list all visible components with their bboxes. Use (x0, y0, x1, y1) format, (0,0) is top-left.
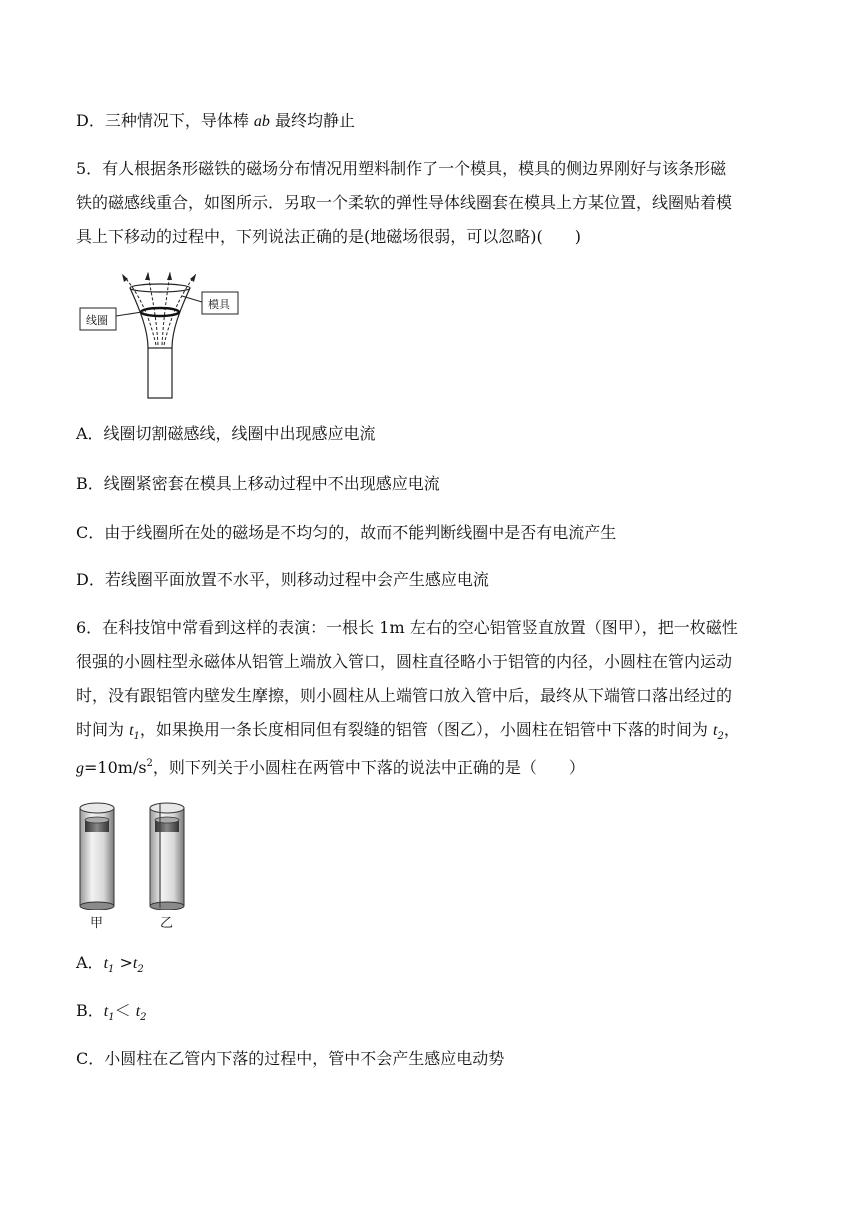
sub-1: 1 (133, 731, 140, 742)
text: > (114, 953, 133, 972)
text: A． (76, 953, 104, 972)
text: ， (723, 720, 740, 739)
text: =10m/s (84, 758, 147, 777)
sub-2: 2 (717, 731, 724, 742)
q4-option-d-prefix: D．三种情况下，导体棒 (76, 111, 254, 130)
q6-option-a (76, 952, 144, 981)
q4-option-d (76, 110, 355, 133)
label-mold: 模具 (208, 298, 230, 311)
q6-figure-tubes (76, 800, 196, 930)
var-t2: t (713, 722, 718, 739)
var-t1: t (129, 722, 134, 739)
q5-option-d: D．若线圈平面放置不水平，则移动过程中会产生感应电流 (76, 570, 489, 589)
sub-1: 1 (108, 1012, 115, 1023)
q6-stem-line-1: 6．在科技馆中常看到这样的表演：一根长 1m 左右的空心铝管竖直放置（图甲），把一枚磁性 (76, 618, 738, 637)
var-t2: t (135, 1003, 141, 1020)
q5-figure-mold (78, 270, 248, 400)
q5-option-a: A．线圈切割磁感线，线圈中出现感应电流 (76, 424, 376, 443)
var-t1: t (103, 1003, 109, 1020)
q4-option-d-suffix: 最终均静止 (269, 111, 356, 130)
text: B． (76, 1001, 104, 1020)
sup-2: 2 (146, 758, 153, 769)
q6-option-c: C．小圆柱在乙管内下落的过程中，管中不会产生感应电动势 (76, 1049, 505, 1068)
var-t1: t (103, 955, 109, 972)
q5-stem-line-1: 5．有人根据条形磁铁的磁场分布情况用塑料制作了一个模具，模具的侧边界刚好与该条形磁 (76, 159, 727, 178)
text: ，则下列关于小圆柱在两管中下落的说法中正确的是（ ） (152, 758, 585, 777)
sub-2: 2 (140, 1012, 147, 1023)
q6-stem-line-2: 很强的小圆柱型永磁体从铝管上端放入管口，圆柱直径略小于铝管的内径，小圆柱在管内运动 (76, 652, 733, 671)
q6-stem-line-3: 时，没有跟铝管内壁发生摩擦，则小圆柱从上端管口放入管中后，最终从下端管口落出经过的 (76, 686, 733, 705)
q6-option-b (76, 1000, 147, 1029)
sub-2: 2 (137, 964, 144, 975)
q4-option-d-var: ab (253, 113, 270, 130)
label-yi: 乙 (160, 916, 174, 931)
text: ＜ (114, 1001, 136, 1020)
mold-diagram (78, 270, 248, 400)
q5-option-c: C．由于线圈所在处的磁场是不均匀的，故而不能判断线圈中是否有电流产生 (76, 523, 617, 542)
q5-stem-line-3: 具上下移动的过程中，下列说法正确的是(地磁场很弱，可以忽略)( ) (76, 227, 581, 246)
var-t2: t (132, 955, 138, 972)
var-g: g (76, 760, 84, 777)
label-jia: 甲 (90, 916, 104, 931)
tubes-diagram (76, 800, 196, 910)
q6-stem-line-5 (76, 753, 585, 780)
q5-option-b: B．线圈紧密套在模具上移动过程中不出现感应电流 (76, 474, 440, 493)
label-coil: 线圈 (86, 314, 108, 327)
q6-stem-line-4 (76, 719, 740, 748)
text: 时间为 (76, 720, 130, 739)
sub-1: 1 (108, 964, 115, 975)
q5-stem-line-2: 铁的磁感线重合，如图所示．另取一个柔软的弹性导体线圈套在模具上方某位置，线圈贴着模 (76, 193, 733, 212)
text: ，如果换用一条长度相同但有裂缝的铝管（图乙），小圆柱在铝管中下落的时间为 (139, 720, 714, 739)
